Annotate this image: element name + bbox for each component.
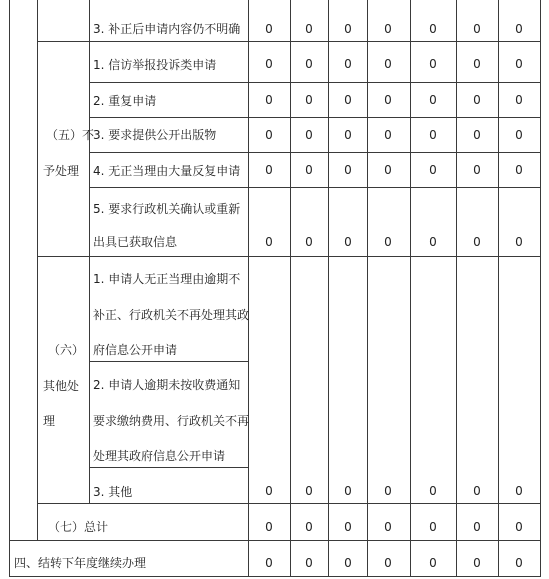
table-cell: 0 [305,235,313,249]
table-cell: 0 [515,556,523,570]
row-label: （七）总计 [48,520,109,534]
table-cell: 0 [429,22,437,36]
table-cell: 0 [429,57,437,71]
table-cell: 0 [429,556,437,570]
row-label: 3. 补正后申请内容仍不明确 [93,22,241,36]
table-cell: 0 [473,235,481,249]
table-cell: 0 [344,128,352,142]
table-cell: 0 [344,22,352,36]
row-label: 4. 无正当理由大量反复申请 [93,164,241,178]
row-label: 2. 申请人逾期未按收费通知 [93,378,241,392]
table-cell: 0 [344,93,352,107]
table-cell: 0 [384,93,392,107]
table-cell: 0 [473,93,481,107]
table-cell: 0 [473,163,481,177]
table-cell: 0 [265,93,273,107]
table-cell: 0 [265,163,273,177]
table-cell: 0 [384,57,392,71]
table-cell: 0 [305,22,313,36]
table-cell: 0 [305,93,313,107]
table-cell: 0 [265,235,273,249]
table-cell: 0 [515,484,523,498]
row-label: 四、结转下年度继续办理 [14,556,147,570]
table-cell: 0 [429,163,437,177]
table-cell: 0 [305,163,313,177]
row-label: 3. 其他 [93,485,133,499]
table-cell: 0 [515,22,523,36]
group-label: （五）不 [46,128,95,142]
table-cell: 0 [384,235,392,249]
row-label: 5. 要求行政机关确认或重新 [93,202,241,216]
table-cell: 0 [344,484,352,498]
table-cell: 0 [515,163,523,177]
group-label: 理 [43,414,56,428]
group-label: （六） [48,343,85,357]
table-cell: 0 [305,520,313,534]
table-cell: 0 [305,128,313,142]
table-cell: 0 [473,22,481,36]
table-cell: 0 [265,22,273,36]
table-cell: 0 [305,556,313,570]
table-cell: 0 [473,128,481,142]
table-cell: 0 [515,235,523,249]
row-label: 2. 重复申请 [93,94,157,108]
table-cell: 0 [429,235,437,249]
table-cell: 0 [473,57,481,71]
table-cell: 0 [265,57,273,71]
row-label: 3. 要求提供公开出版物 [93,128,217,142]
table-cell: 0 [344,235,352,249]
table-cell: 0 [265,520,273,534]
table-cell: 0 [515,57,523,71]
table-cell: 0 [265,484,273,498]
row-label: 府信息公开申请 [93,343,178,357]
table-cell: 0 [265,128,273,142]
table-cell: 0 [384,520,392,534]
table-cell: 0 [384,128,392,142]
table-cell: 0 [265,556,273,570]
table-cell: 0 [305,484,313,498]
table-cell: 0 [429,520,437,534]
table-cell: 0 [344,163,352,177]
table-cell: 0 [384,556,392,570]
row-label: 1. 信访举报投诉类申请 [93,58,217,72]
table-cell: 0 [473,520,481,534]
row-label: 1. 申请人无正当理由逾期不 [93,272,241,286]
table-cell: 0 [384,484,392,498]
table-cell: 0 [429,128,437,142]
table-cell: 0 [515,93,523,107]
table-cell: 0 [384,22,392,36]
table-cell: 0 [384,163,392,177]
table-cell: 0 [344,520,352,534]
group-label: 予处理 [43,164,80,178]
table-cell: 0 [305,57,313,71]
row-label: 处理其政府信息公开申请 [93,449,226,463]
table-cell: 0 [515,520,523,534]
table-cell: 0 [429,93,437,107]
table-cell: 0 [473,556,481,570]
table-cell: 0 [515,128,523,142]
group-label: 其他处 [43,379,80,393]
row-label: 要求缴纳费用、行政机关不再 [93,414,250,428]
table-cell: 0 [344,57,352,71]
table-cell: 0 [429,484,437,498]
row-label: 出具已获取信息 [93,235,178,249]
table-cell: 0 [473,484,481,498]
table-cell: 0 [344,556,352,570]
row-label: 补正、行政机关不再处理其政 [93,308,250,322]
